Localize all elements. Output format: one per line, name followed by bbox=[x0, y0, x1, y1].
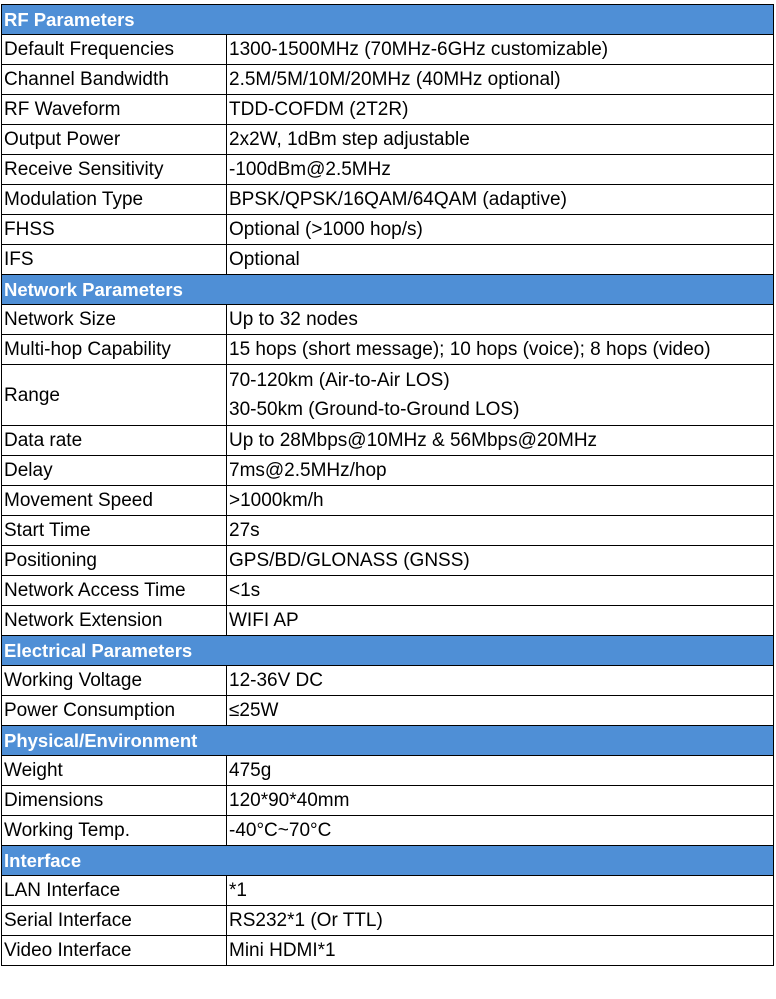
row-label: Serial Interface bbox=[2, 906, 227, 936]
section-header-interface bbox=[2, 846, 774, 876]
row-label: Multi-hop Capability bbox=[2, 335, 227, 365]
table-row bbox=[2, 666, 774, 696]
row-value: -100dBm@2.5MHz bbox=[227, 155, 774, 185]
row-label: Working Voltage bbox=[2, 666, 227, 696]
row-value bbox=[227, 365, 774, 426]
row-label: Power Consumption bbox=[2, 696, 227, 726]
row-label: Video Interface bbox=[2, 936, 227, 966]
row-value: 15 hops (short message); 10 hops (voice); 8 hops (video) bbox=[227, 335, 774, 365]
row-label: Weight bbox=[2, 756, 227, 786]
row-label: Network Access Time bbox=[2, 576, 227, 606]
section-title: Interface bbox=[2, 846, 774, 876]
row-value: GPS/BD/GLONASS (GNSS) bbox=[227, 546, 774, 576]
row-value: Up to 28Mbps@10MHz & 56Mbps@20MHz bbox=[227, 426, 774, 456]
row-label: Dimensions bbox=[2, 786, 227, 816]
row-value: WIFI AP bbox=[227, 606, 774, 636]
row-label: Movement Speed bbox=[2, 486, 227, 516]
table-row bbox=[2, 606, 774, 636]
row-value: ≤25W bbox=[227, 696, 774, 726]
section-title: RF Parameters bbox=[2, 5, 774, 35]
table-row bbox=[2, 185, 774, 215]
row-value: 120*90*40mm bbox=[227, 786, 774, 816]
row-value-line: 30-50km (Ground-to-Ground LOS) bbox=[229, 399, 520, 420]
row-label: Positioning bbox=[2, 546, 227, 576]
section-header-network bbox=[2, 275, 774, 305]
row-value: Optional bbox=[227, 245, 774, 275]
row-value: RS232*1 (Or TTL) bbox=[227, 906, 774, 936]
table-row bbox=[2, 546, 774, 576]
section-header-physical bbox=[2, 726, 774, 756]
table-row bbox=[2, 876, 774, 906]
row-value: BPSK/QPSK/16QAM/64QAM (adaptive) bbox=[227, 185, 774, 215]
row-value: *1 bbox=[227, 876, 774, 906]
table-row bbox=[2, 456, 774, 486]
row-value: -40°C~70°C bbox=[227, 816, 774, 846]
table-row bbox=[2, 245, 774, 275]
section-header-rf bbox=[2, 5, 774, 35]
row-label: RF Waveform bbox=[2, 95, 227, 125]
row-value-line: 70-120km (Air-to-Air LOS) bbox=[229, 370, 450, 391]
row-value: 475g bbox=[227, 756, 774, 786]
row-label: Channel Bandwidth bbox=[2, 65, 227, 95]
row-label: Output Power bbox=[2, 125, 227, 155]
table-row bbox=[2, 335, 774, 365]
table-row bbox=[2, 696, 774, 726]
row-value: Mini HDMI*1 bbox=[227, 936, 774, 966]
row-value: >1000km/h bbox=[227, 486, 774, 516]
row-label: Network Size bbox=[2, 305, 227, 335]
table-row bbox=[2, 906, 774, 936]
row-label: Default Frequencies bbox=[2, 35, 227, 65]
table-row bbox=[2, 786, 774, 816]
section-title: Network Parameters bbox=[2, 275, 774, 305]
table-row bbox=[2, 576, 774, 606]
row-value: <1s bbox=[227, 576, 774, 606]
row-value: 1300-1500MHz (70MHz-6GHz customizable) bbox=[227, 35, 774, 65]
spec-table bbox=[1, 4, 774, 966]
row-label: Data rate bbox=[2, 426, 227, 456]
row-value: TDD-COFDM (2T2R) bbox=[227, 95, 774, 125]
row-label: FHSS bbox=[2, 215, 227, 245]
row-label: Range bbox=[2, 365, 227, 426]
table-row bbox=[2, 35, 774, 65]
table-row bbox=[2, 95, 774, 125]
row-value: 2x2W, 1dBm step adjustable bbox=[227, 125, 774, 155]
section-title: Electrical Parameters bbox=[2, 636, 774, 666]
row-label: IFS bbox=[2, 245, 227, 275]
row-label: LAN Interface bbox=[2, 876, 227, 906]
row-value: 12-36V DC bbox=[227, 666, 774, 696]
row-value: 27s bbox=[227, 516, 774, 546]
table-row bbox=[2, 215, 774, 245]
row-label: Receive Sensitivity bbox=[2, 155, 227, 185]
row-label: Network Extension bbox=[2, 606, 227, 636]
row-value: 7ms@2.5MHz/hop bbox=[227, 456, 774, 486]
row-label: Working Temp. bbox=[2, 816, 227, 846]
section-title: Physical/Environment bbox=[2, 726, 774, 756]
table-row bbox=[2, 65, 774, 95]
table-row bbox=[2, 365, 774, 426]
row-value: 2.5M/5M/10M/20MHz (40MHz optional) bbox=[227, 65, 774, 95]
table-row bbox=[2, 155, 774, 185]
table-row bbox=[2, 486, 774, 516]
table-row bbox=[2, 816, 774, 846]
row-value: Up to 32 nodes bbox=[227, 305, 774, 335]
row-value: Optional (>1000 hop/s) bbox=[227, 215, 774, 245]
table-row bbox=[2, 936, 774, 966]
table-row bbox=[2, 516, 774, 546]
table-row bbox=[2, 305, 774, 335]
table-row bbox=[2, 125, 774, 155]
row-label: Start Time bbox=[2, 516, 227, 546]
row-label: Modulation Type bbox=[2, 185, 227, 215]
row-label: Delay bbox=[2, 456, 227, 486]
table-row bbox=[2, 756, 774, 786]
section-header-electrical bbox=[2, 636, 774, 666]
table-row bbox=[2, 426, 774, 456]
